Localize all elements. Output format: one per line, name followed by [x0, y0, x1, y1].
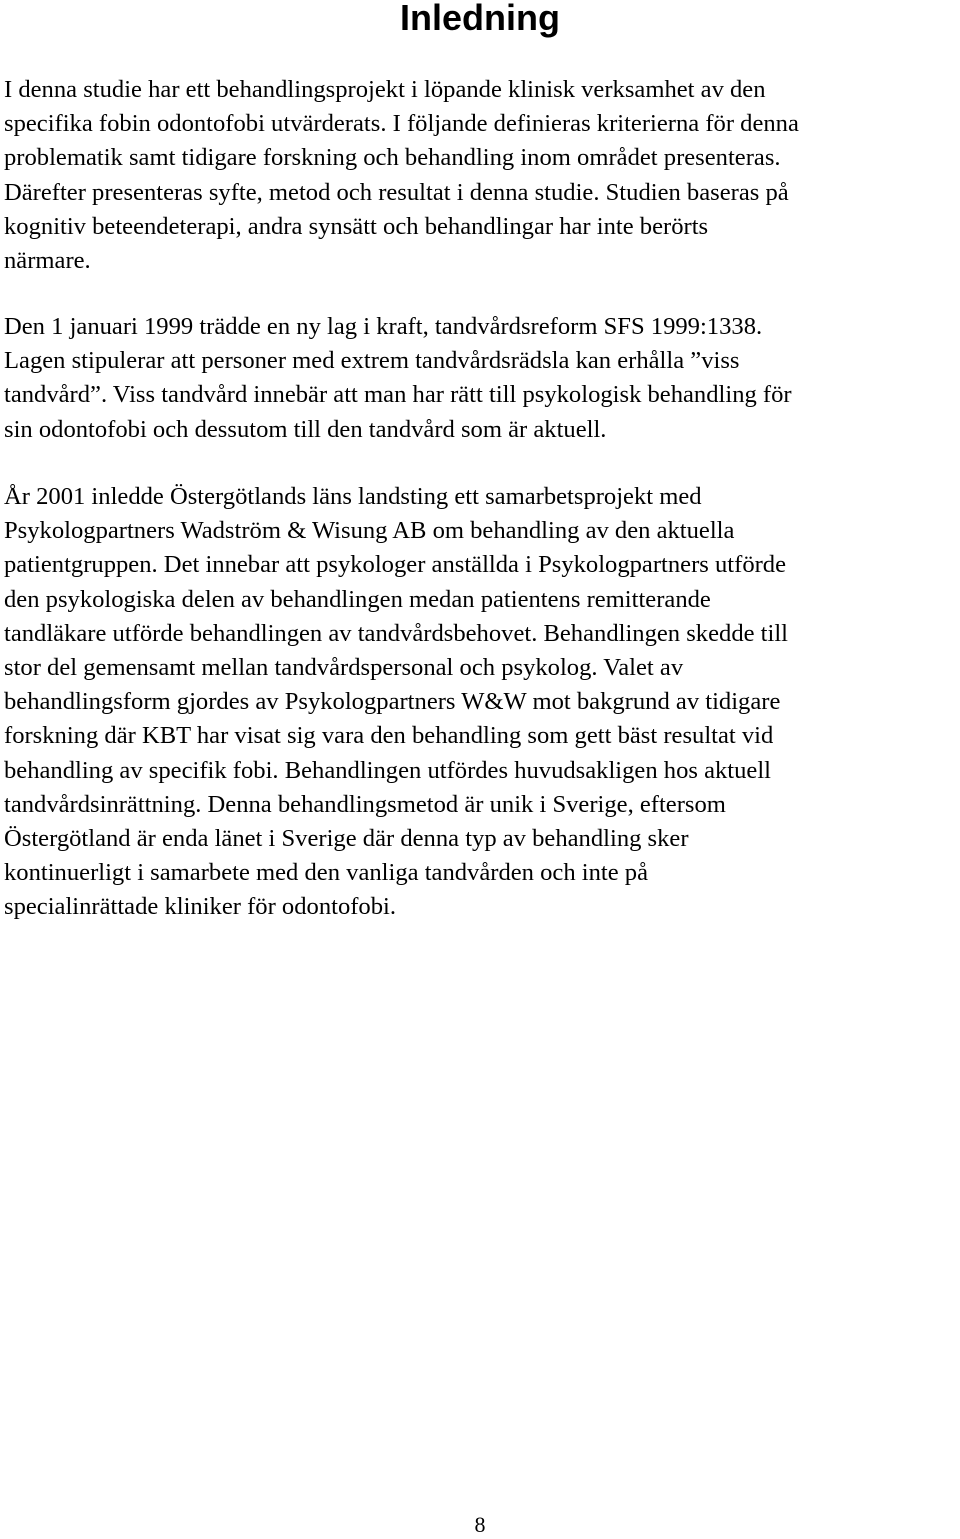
text-line: kontinuerligt i samarbete med den vanliga tandvården och inte på	[4, 859, 649, 887]
text-line: specifika fobin odontofobi utvärderats. I följande definieras kriterierna för denna	[4, 110, 799, 138]
text-line: Därefter presenteras syfte, metod och resultat i denna studie. Studien baseras på	[4, 178, 789, 206]
paragraph-project	[4, 480, 954, 925]
text-line: Psykologpartners Wadström & Wisung AB om behandling av den aktuella	[4, 517, 735, 545]
paragraph-law	[4, 310, 954, 447]
text-line: Östergötland är enda länet i Sverige där denna typ av behandling sker	[4, 825, 689, 853]
text-line: problematik samt tidigare forskning och behandling inom området presenteras.	[4, 144, 781, 172]
text-line: behandlingsform gjordes av Psykologpartners W&W mot bakgrund av tidigare	[4, 688, 781, 716]
page-title: Inledning	[400, 0, 560, 38]
text-line: stor del gemensamt mellan tandvårdspersonal och psykolog. Valet av	[4, 654, 684, 682]
text-line: År 2001 inledde Östergötlands läns landsting ett samarbetsprojekt med	[4, 483, 702, 510]
text-line: närmare.	[4, 247, 91, 275]
text-line: kognitiv beteendeterapi, andra synsätt och behandlingar har inte berörts	[4, 212, 709, 240]
page-number: 8	[474, 1512, 486, 1537]
text-line: sin odontofobi och dessutom till den tandvård som är aktuell.	[4, 415, 607, 443]
text-line: tandvård”. Viss tandvård innebär att man har rätt till psykologisk behandling för	[4, 381, 792, 409]
text-line: tandläkare utförde behandlingen av tandvårdsbehovet. Behandlingen skedde till	[4, 619, 789, 647]
text-line: Lagen stipulerar att personer med extrem tandvårdsrädsla kan erhålla ”viss	[4, 347, 740, 375]
text-line: patientgruppen. Det innebar att psykologer anställda i Psykologpartners utförde	[4, 551, 787, 579]
text-line: I denna studie har ett behandlingsprojekt i löpande klinisk verksamhet av den	[4, 76, 766, 103]
text-line: forskning där KBT har visat sig vara den behandling som gett bäst resultat vid	[4, 722, 774, 750]
text-line: den psykologiska delen av behandlingen medan patientens remitterande	[4, 585, 711, 613]
text-line: behandling av specifik fobi. Behandlingen utfördes huvudsakligen hos aktuell	[4, 756, 772, 784]
text-line: Den 1 januari 1999 trädde en ny lag i kraft, tandvårdsreform SFS 1999:1338.	[4, 313, 763, 340]
text-line: specialinrättade kliniker för odontofobi.	[4, 893, 397, 921]
text-line: tandvårdsinrättning. Denna behandlingsmetod är unik i Sverige, eftersom	[4, 790, 726, 818]
paragraph-introduction	[4, 73, 954, 278]
